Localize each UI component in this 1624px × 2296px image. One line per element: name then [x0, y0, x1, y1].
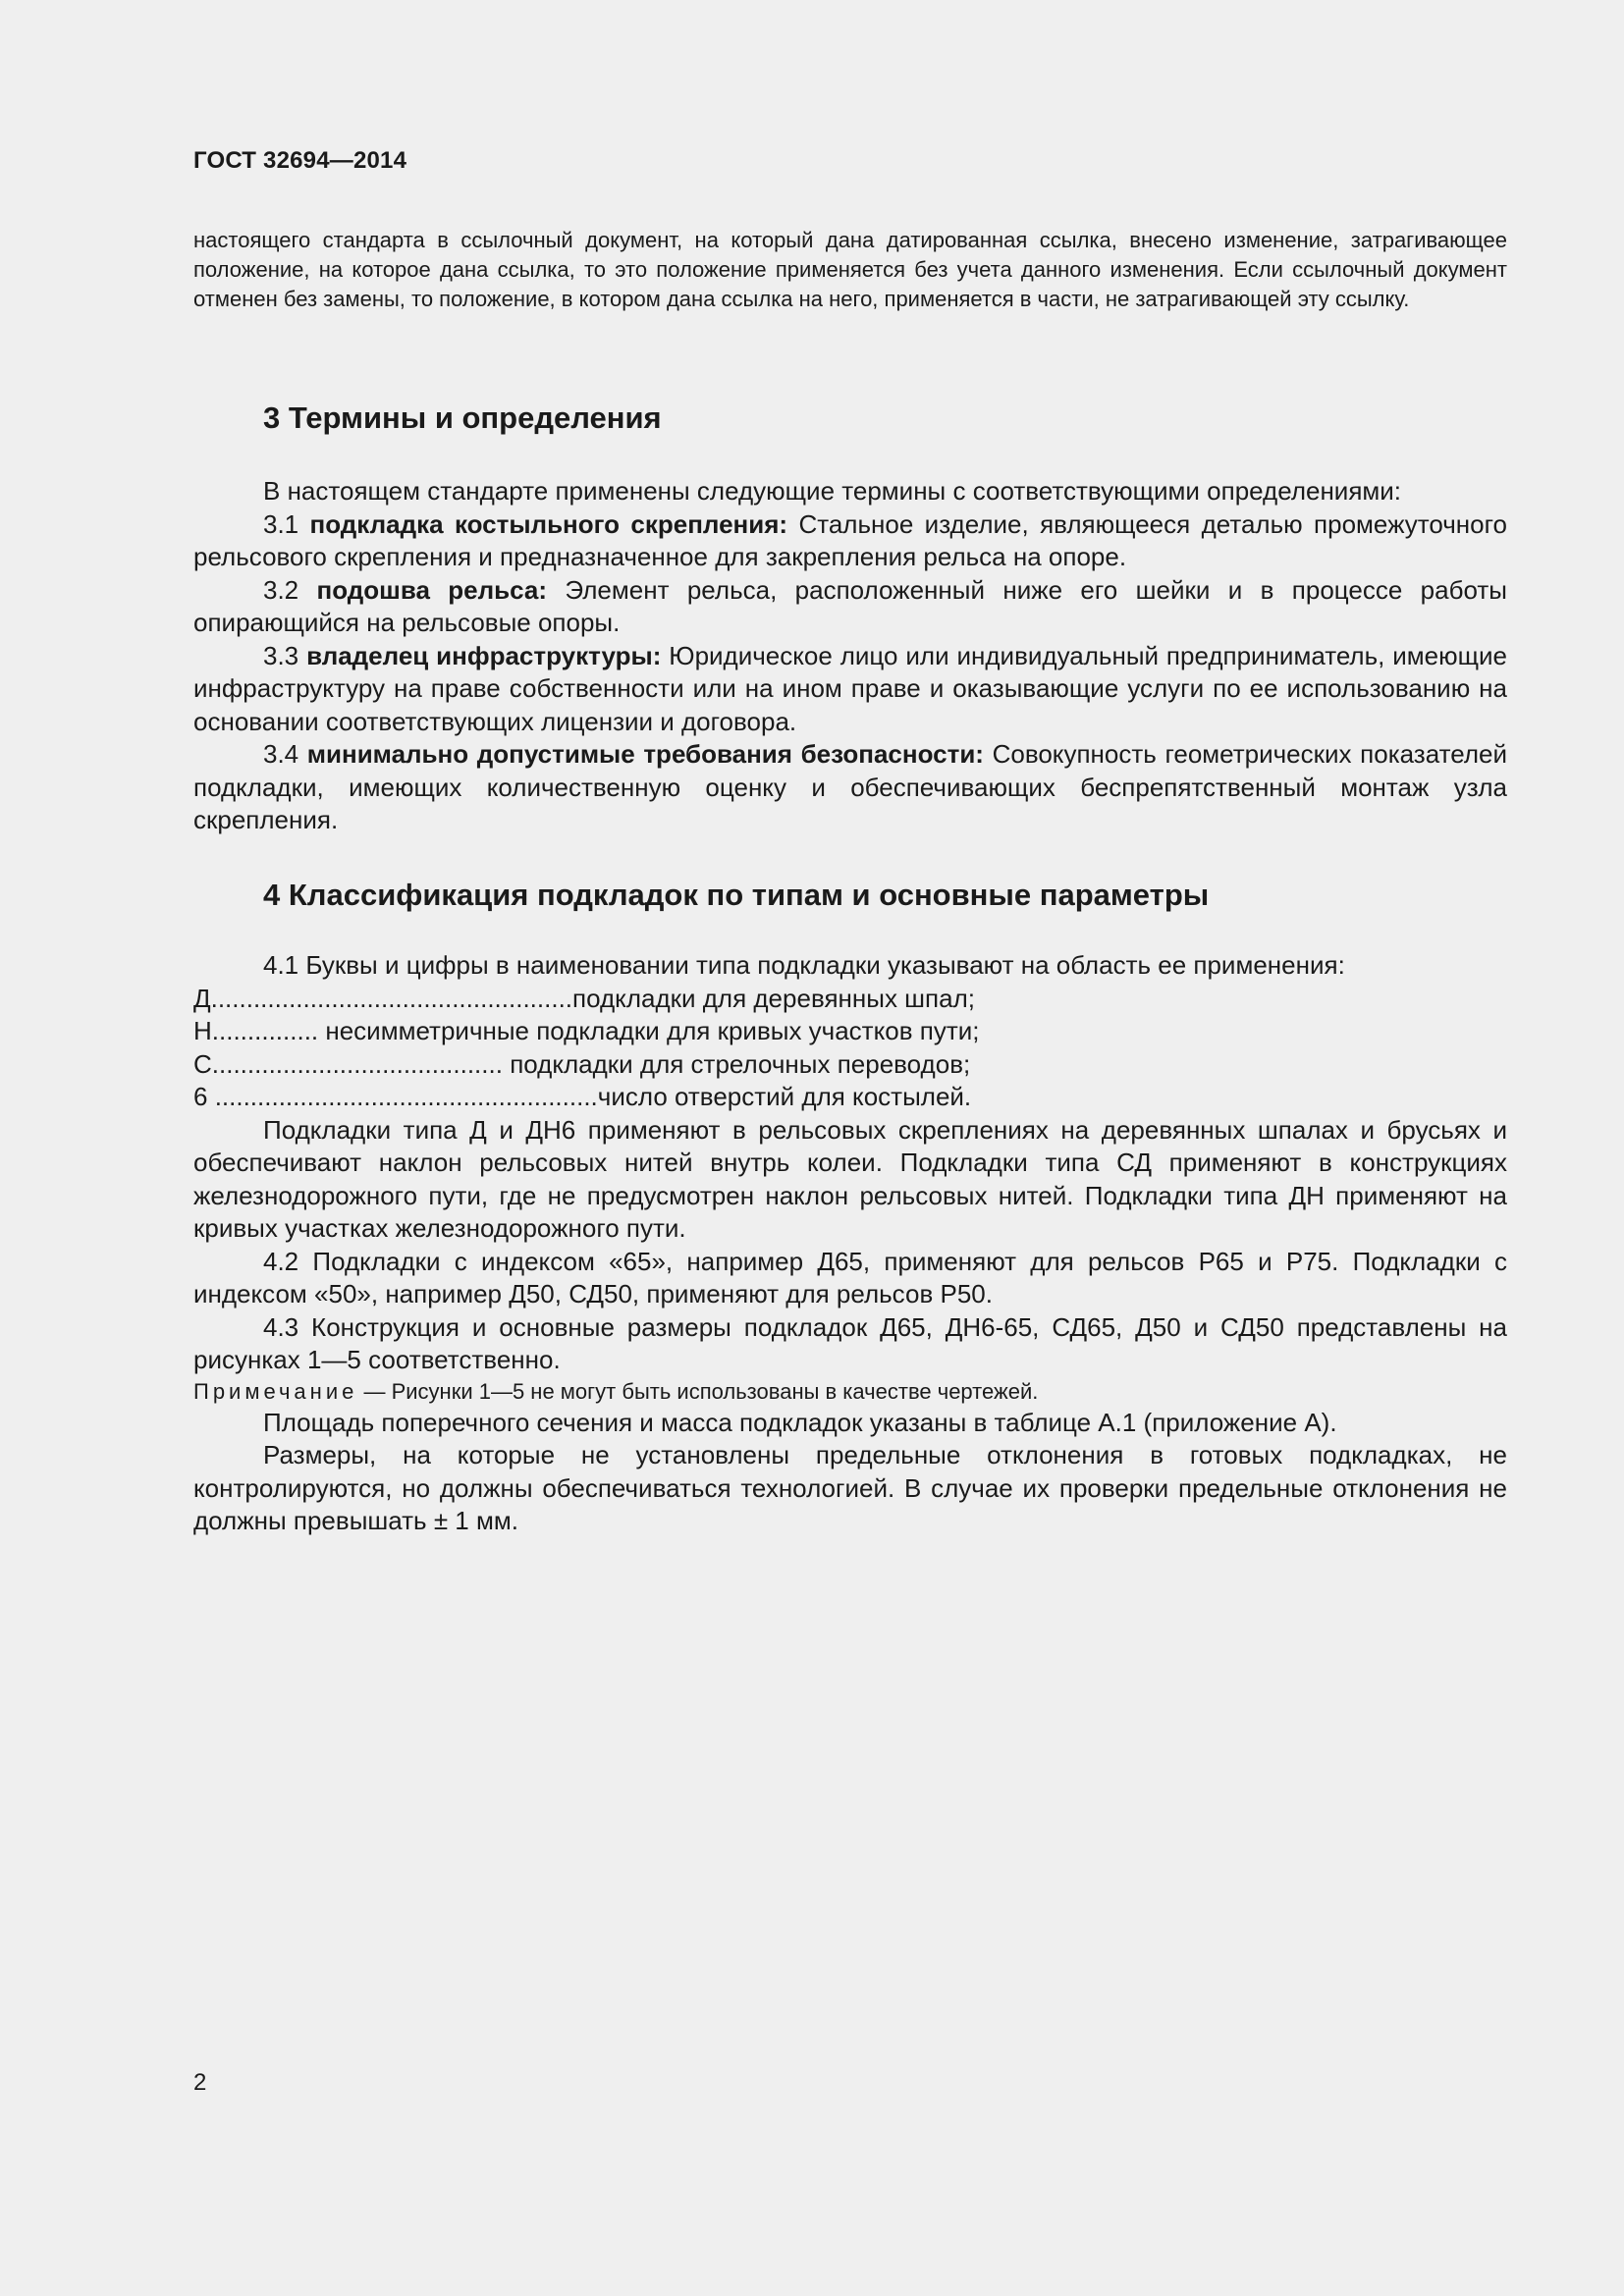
- code-leader: ...................................................: [210, 983, 573, 1013]
- term-definition: Совокупность геометрических показателей подкладки, имеющих количественную оценку и обеспечивающих беспрепятственный монтаж узла скрепления.: [193, 739, 1507, 834]
- note-text: Рисунки 1—5 не могут быть использованы в качестве чертежей.: [391, 1378, 1039, 1404]
- term-name: подошва рельса:: [316, 574, 548, 605]
- term-number: 3.3: [263, 640, 299, 670]
- code-description: подкладки для стрелочных переводов;: [510, 1048, 971, 1079]
- note: [193, 1377, 1507, 1407]
- term-definition: Элемент рельса, расположенный ниже его шейки и в процессе работы опирающийся на рельсовые опоры.: [193, 574, 1507, 637]
- code-letter: Н: [193, 1016, 212, 1045]
- code-description: число отверстий для костылей.: [597, 1082, 972, 1111]
- term-name: минимально допустимые требования безопасности:: [306, 739, 984, 769]
- clause-4-1: 4.1 Буквы и цифры в наименовании типа подкладки указывают на область ее применения:: [263, 950, 1345, 980]
- area-paragraph: Площадь поперечного сечения и масса подкладок указаны в таблице А.1 (приложение А).: [263, 1407, 1337, 1437]
- term-name: подкладка костыльного скрепления:: [309, 508, 788, 539]
- code-description: подкладки для деревянных шпал;: [572, 983, 975, 1013]
- term-number: 3.2: [263, 574, 299, 605]
- code-leader: ...............: [211, 1016, 326, 1045]
- term-3-1: [193, 508, 1507, 574]
- term-3-2: [193, 574, 1507, 640]
- note-label: Примечание: [193, 1378, 358, 1404]
- document-header: ГОСТ 32694—2014: [193, 147, 407, 174]
- code-row-s: [193, 1048, 1507, 1082]
- types-paragraph: Подкладки типа Д и ДН6 применяют в рельсовых скреплениях на деревянных шпалах и брусьях и обеспечивают наклон рельсовых нитей внутрь колеи. Подкладки типа СД применяют в конструкциях железнодорожного пути, где не предусмотрен наклон рельсовых нитей. Подкладки типа ДН применяют на кривых участках железнодорожного пути.: [193, 1114, 1507, 1243]
- term-3-4: [193, 738, 1507, 837]
- code-letter: Д: [193, 983, 211, 1013]
- term-definition: Юридическое лицо или индивидуальный предприниматель, имеющие инфраструктуру на праве собственности или на ином праве и оказывающие услуги по ее использованию на основании соответствующих лицензии и договора.: [193, 640, 1508, 736]
- intro-paragraph: [193, 226, 1507, 314]
- code-leader: ......................................................: [207, 1082, 598, 1111]
- term-definition: Стальное изделие, являющееся деталью промежуточного рельсового скрепления и предназначенное для закрепления рельса на опоре.: [193, 508, 1507, 571]
- code-row-n: [193, 1015, 1507, 1048]
- code-letter: С: [193, 1048, 212, 1079]
- section-4: [193, 876, 1507, 1538]
- section-3: [193, 399, 1507, 837]
- term-3-3: [193, 640, 1507, 739]
- code-row-6: [193, 1081, 1507, 1114]
- intro-text: настоящего стандарта в ссылочный документ, на который дана датированная ссылка, внесено изменение, затрагивающее положение, на которое дана ссылка, то это положение применяется без учета данного изменения. Если ссылочный документ отменен без замены, то положение, в котором дана ссылка на него, применяется в части, не затрагивающей эту ссылку.: [193, 228, 1507, 311]
- section-3-body: [193, 475, 1507, 837]
- page-number: 2: [193, 2069, 207, 2096]
- term-name: владелец инфраструктуры:: [306, 640, 662, 670]
- code-row-d: [193, 983, 1507, 1016]
- code-leader: .........................................: [211, 1048, 511, 1079]
- dimensions-paragraph: Размеры, на которые не установлены предельные отклонения в готовых подкладках, не контролируются, но должны обеспечиваться технологией. В случае их проверки предельные отклонения не должны превышать ± 1 мм.: [193, 1440, 1507, 1535]
- section-4-title: 4 Классификация подкладок по типам и основные параметры: [263, 878, 1210, 912]
- section-4-body: [193, 949, 1507, 1538]
- term-number: 3.4: [263, 739, 299, 769]
- code-letter: 6: [193, 1082, 208, 1111]
- clause-4-3: 4.3 Конструкция и основные размеры подкладок Д65, ДН6-65, СД65, Д50 и СД50 представлены на рисунках 1—5 соответственно.: [193, 1311, 1507, 1374]
- note-dash: —: [357, 1378, 392, 1404]
- term-number: 3.1: [263, 508, 299, 539]
- clause-4-2: 4.2 Подкладки с индексом «65», например Д65, применяют для рельсов Р65 и Р75. Подкладки с индексом «50», например Д50, СД50, применяют для рельсов Р50.: [193, 1246, 1507, 1308]
- code-description: несимметричные подкладки для кривых участков пути;: [325, 1016, 980, 1045]
- section-3-lead: В настоящем стандарте применены следующие термины с соответствующими определениями:: [263, 476, 1402, 506]
- section-3-title: 3 Термины и определения: [263, 400, 662, 435]
